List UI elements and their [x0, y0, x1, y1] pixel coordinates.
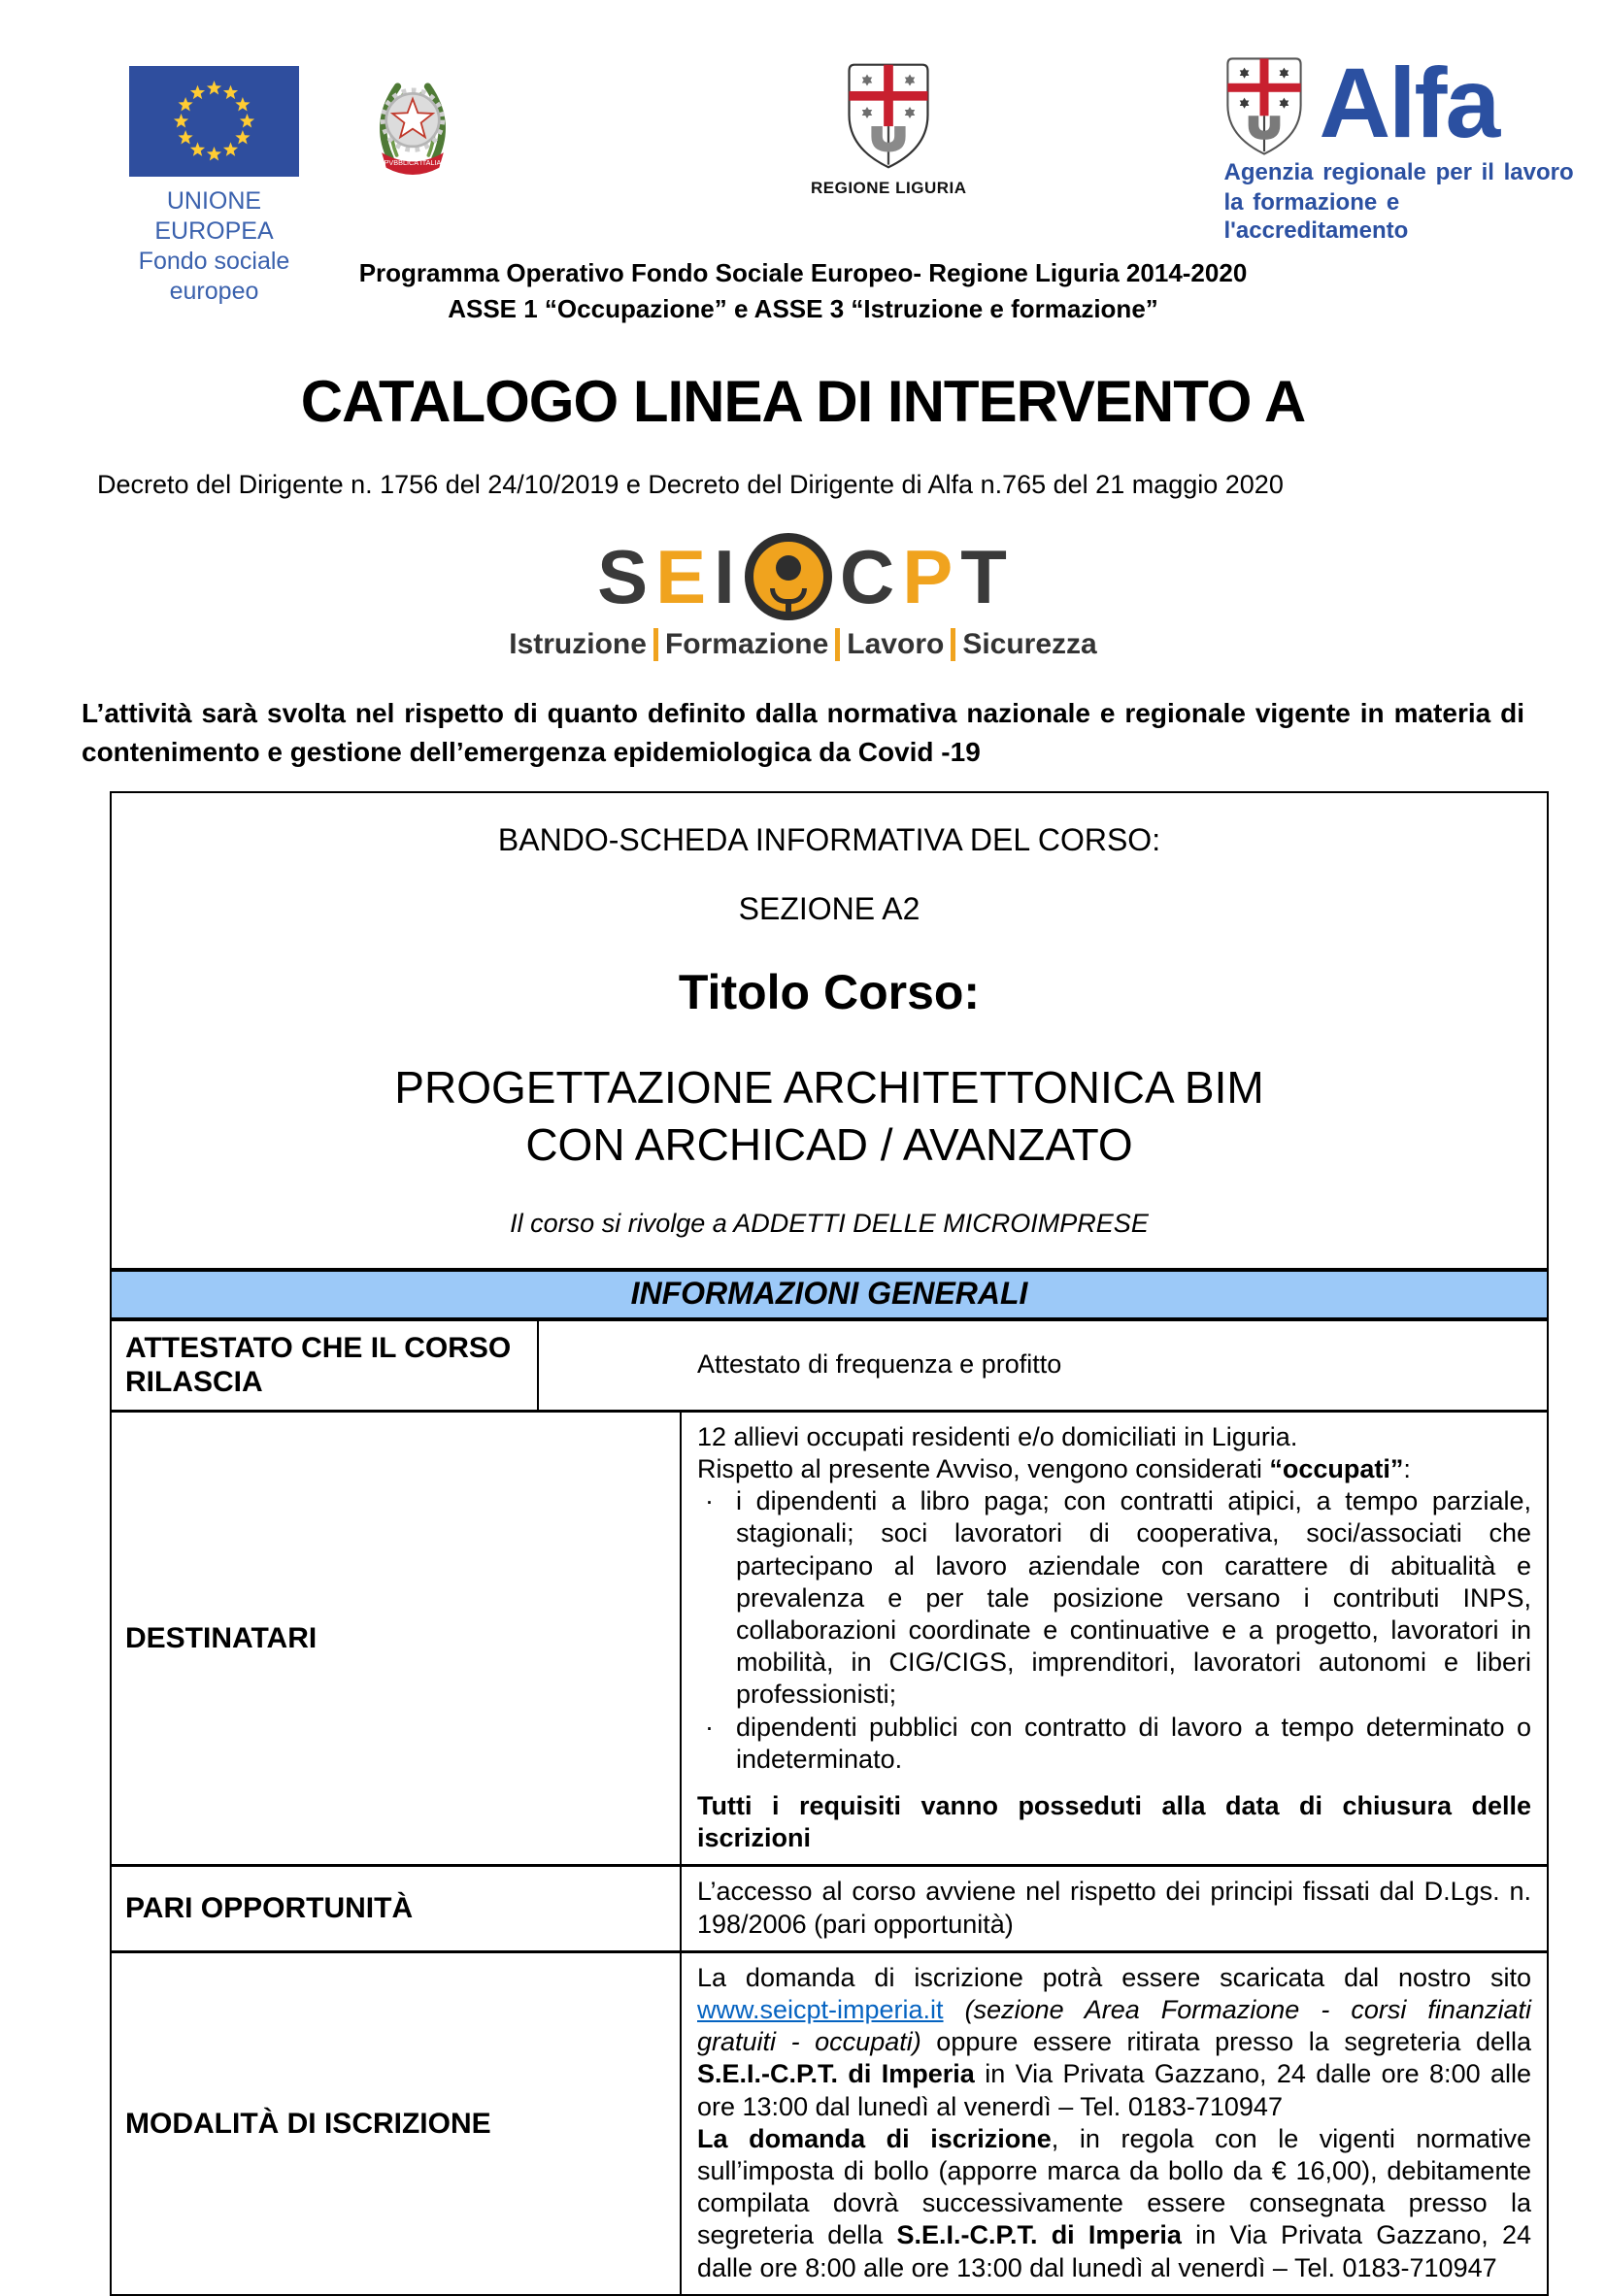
seicpt-letter: C — [839, 534, 897, 619]
table-row-pari-opportunita — [112, 1864, 1547, 1949]
alfa-wordmark: Alfa — [1319, 48, 1499, 158]
modalita-paragraph2 — [697, 2123, 1531, 2284]
course-audience: Il corso si rivolge a ADDETTI DELLE MICROIMPRESE — [510, 1209, 1149, 1238]
text-segment: in Via Privata Gazzano, 24 dalle ore 8:00 alle ore 13:00 dal lunedì al venerdì – Tel. 0183-710947 — [697, 2059, 1531, 2121]
seicpt-website-link[interactable]: www.seicpt-imperia.it — [697, 1995, 944, 2025]
course-info-table — [110, 791, 1549, 2296]
pari-label: PARI OPPORTUNITÀ — [112, 1867, 682, 1949]
destinatari-line2 — [697, 1453, 1531, 1485]
seicpt-tagline-word: Istruzione — [509, 628, 647, 660]
text-segment: : — [1403, 1453, 1411, 1483]
regione-liguria-caption: REGIONE LIGURIA — [811, 179, 967, 197]
text-segment: Rispetto al presente Avviso, vengono considerati — [697, 1453, 1270, 1483]
liguria-shield-icon — [846, 62, 931, 170]
attestato-value: Attestato di frequenza e profitto — [697, 1349, 1062, 1380]
decree-line: Decreto del Dirigente n. 1756 del 24/10/2019 e Decreto del Dirigente di Alfa n.765 del 21 maggio 2020 — [97, 470, 1284, 499]
table-row-modalita-iscrizione — [112, 1950, 1547, 2294]
seicpt-letter: T — [960, 534, 1009, 619]
eu-fse-logo — [115, 50, 314, 307]
seicpt-letter: S — [597, 534, 651, 619]
section-label: SEZIONE A2 — [738, 891, 920, 926]
destinatari-label: DESTINATARI — [112, 1413, 682, 1865]
italy-emblem-icon — [364, 64, 461, 188]
modalita-value — [682, 1953, 1547, 2294]
seicpt-letter: P — [902, 534, 955, 619]
bullet-text: dipendenti pubblici con contratto di lavoro a tempo determinato o indeterminato. — [736, 1712, 1531, 1774]
program-line1: Programma Operativo Fondo Sociale Europeo- Regione Liguria 2014-2020 — [358, 258, 1248, 287]
course-title-line1: PROGETTAZIONE ARCHITETTONICA BIM — [394, 1062, 1264, 1113]
destinatari-value — [682, 1413, 1547, 1865]
seicpt-target-icon — [745, 533, 832, 620]
modalita-label: MODALITÀ DI ISCRIZIONE — [112, 1953, 682, 2294]
course-header-cell — [112, 793, 1547, 1268]
eu-logo-title: UNIONE EUROPEA — [154, 187, 274, 245]
text-segment: “occupati” — [1269, 1453, 1404, 1483]
seicpt-logo — [0, 533, 1606, 661]
bullet-marker: · — [705, 1712, 714, 1742]
alfa-shield-icon — [1224, 56, 1304, 156]
text-segment: oppure essere ritirata presso la segreteria della — [920, 2027, 1531, 2057]
text-segment: S.E.I.-C.P.T. di Imperia — [896, 2220, 1182, 2250]
bullet-text: i dipendenti a libro paga; con contratti atipici, a tempo parziale, stagionali; soci lavoratori di cooperativa, soci/associati che partecipano al lavoro aziendale con carattere di abitualità e prevalenza e per tale posizione versano i contributi INPS, collaborazioni coordinate e continuative e a progetto, lavoratori in mobilità, in CIG/CIGS, imprenditori, lavoratori autonomi e liberi professionisti; — [736, 1486, 1531, 1710]
seicpt-icon-arc — [770, 588, 807, 604]
informazioni-generali-header: INFORMAZIONI GENERALI — [112, 1268, 1547, 1321]
covid-notice: L’attività sarà svolta nel rispetto di quanto definito dalla normativa nazionale e regionale vigente in materia di contenimento e gestione dell’emergenza epidemiologica da Covid -19 — [82, 698, 1524, 767]
alfa-logo — [1223, 48, 1579, 245]
seicpt-tagline-word: Sicurezza — [951, 628, 1096, 661]
text-segment: in Via Privata Gazzano, 24 dalle ore 8:00 alle ore 13:00 dal lunedì al venerdì – Tel. 0183-710947 — [697, 2220, 1531, 2282]
seicpt-wordmark — [0, 533, 1606, 620]
destinatari-bullet — [697, 1712, 1531, 1776]
text-segment — [944, 1995, 965, 2024]
text-segment: , in regola con le vigenti normative sull’imposta di bollo (apporre marca da bollo da € 16,00), debitamente compilata dovrà successivamente essere consegnata presso la segreteria della — [697, 2123, 1531, 2250]
text-segment: La domanda di iscrizione — [697, 2123, 1052, 2153]
attestato-label: ATTESTATO CHE IL CORSO RILASCIA — [112, 1321, 539, 1410]
course-title-line2: CON ARCHICAD / AVANZATO — [525, 1119, 1133, 1170]
course-title-label: Titolo Corso: — [678, 965, 981, 1019]
italy-emblem-logo — [364, 64, 461, 193]
seicpt-letter: I — [714, 534, 737, 619]
eu-logo-subtitle: Fondo sociale europeo — [138, 248, 290, 305]
destinatari-closing: Tutti i requisiti vanno posseduti alla data di chiusura delle iscrizioni — [697, 1791, 1531, 1853]
bando-heading: BANDO-SCHEDA INFORMATIVA DEL CORSO: — [497, 822, 1161, 857]
text-segment: S.E.I.-C.P.T. di Imperia — [697, 2059, 975, 2089]
bullet-marker: · — [705, 1486, 714, 1516]
text-segment: (sezione Area Formazione - corsi finanziati gratuiti - occupati) — [697, 1995, 1531, 2057]
pari-value: L’accesso al corso avviene nel rispetto dei principi fissati dal D.Lgs. n. 198/2006 (pari opportunità) — [697, 1877, 1531, 1939]
regione-liguria-logo — [811, 62, 967, 198]
modalita-paragraph1 — [697, 1962, 1531, 2123]
alfa-tagline-line2: la formazione e l'accreditamento — [1223, 189, 1409, 244]
seicpt-tagline-word: Lavoro — [835, 628, 944, 661]
seicpt-tagline — [0, 628, 1606, 661]
destinatari-bullet — [697, 1485, 1531, 1711]
italy-ribbon-text: REPVBBLICA ITALIANA — [374, 158, 452, 167]
main-title: CATALOGO LINEA DI INTERVENTO A — [300, 369, 1306, 434]
destinatari-line1: 12 allievi occupati residenti e/o domiciliati in Liguria. — [697, 1421, 1298, 1451]
program-line2: ASSE 1 “Occupazione” e ASSE 3 “Istruzione e formazione” — [448, 294, 1158, 323]
text-segment: La domanda di iscrizione potrà essere scaricata dal nostro sito — [697, 1962, 1531, 1992]
seicpt-tagline-word: Formazione — [653, 628, 828, 661]
table-row-attestato — [112, 1321, 1547, 1410]
seicpt-letter: E — [655, 534, 709, 619]
alfa-tagline-line1: Agenzia regionale per il lavoro — [1223, 159, 1574, 185]
course-title — [131, 1059, 1527, 1174]
eu-flag-icon — [129, 66, 299, 177]
table-row-destinatari — [112, 1410, 1547, 1865]
